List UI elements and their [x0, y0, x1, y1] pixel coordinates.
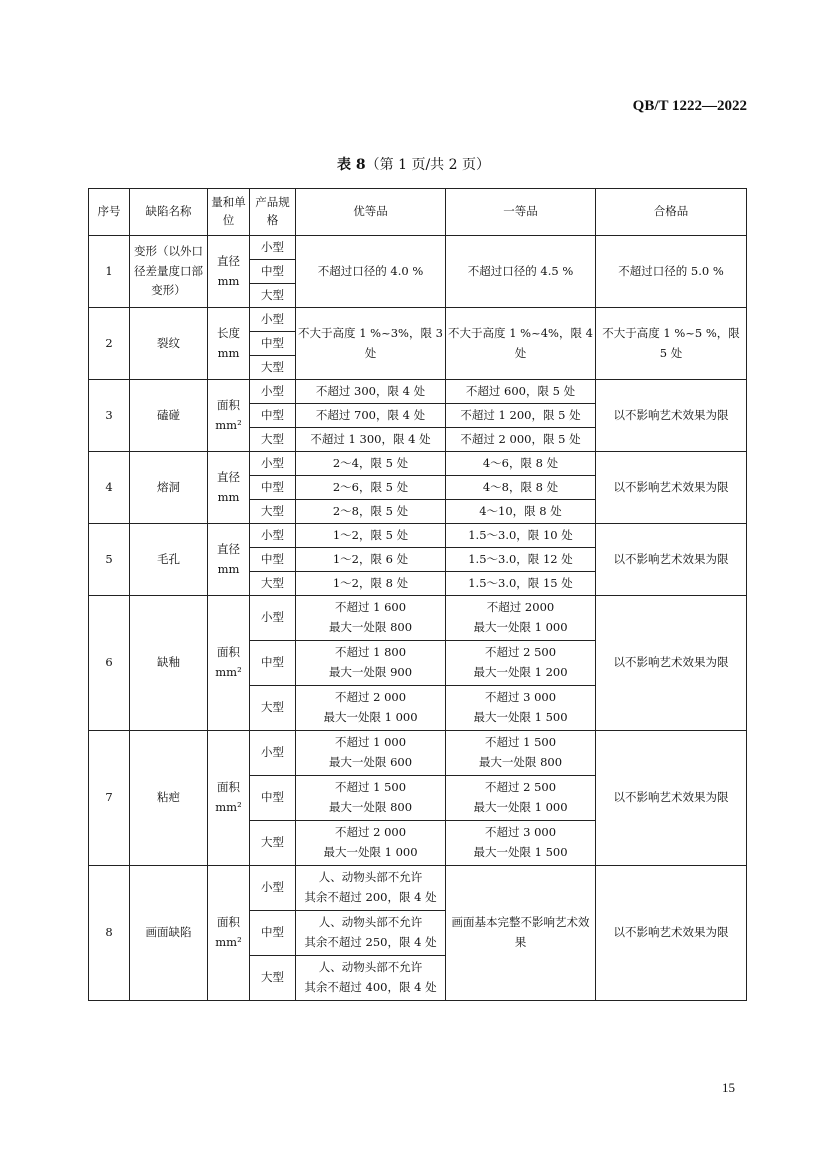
- table-row: [89, 731, 747, 776]
- unit-cell: [208, 308, 250, 380]
- premium-line: 最大一处限 800: [328, 800, 413, 814]
- seq-cell: 4: [89, 452, 130, 524]
- unit-quantity: 直径: [217, 469, 240, 484]
- premium-cell: [296, 956, 446, 1001]
- size-cell: 大型: [250, 821, 296, 866]
- unit-cell: [208, 596, 250, 731]
- first-line: 不超过 2 500: [484, 780, 557, 795]
- size-cell: 中型: [250, 476, 296, 500]
- unit-cell: [208, 866, 250, 1001]
- qualified-cell: 不超过口径的 5.0 %: [596, 236, 747, 308]
- premium-line: 最大一处限 900: [328, 665, 413, 679]
- unit-symbol: mm²: [215, 665, 242, 679]
- unit-symbol: mm: [217, 273, 240, 288]
- unit-symbol: mm: [217, 345, 240, 360]
- size-cell: 中型: [250, 641, 296, 686]
- table-row: [89, 308, 747, 332]
- unit-cell: [208, 452, 250, 524]
- size-cell: 大型: [250, 284, 296, 308]
- first-line: 最大一处限 800: [478, 755, 563, 769]
- first-line: 最大一处限 1 000: [473, 800, 568, 814]
- defect-cell: 缺釉: [130, 596, 208, 731]
- size-cell: 中型: [250, 260, 296, 284]
- table-header-row: [89, 189, 747, 236]
- defect-cell: 毛孔: [130, 524, 208, 596]
- seq-cell: 3: [89, 380, 130, 452]
- premium-line: 不超过 1 500: [334, 780, 407, 795]
- size-cell: 小型: [250, 524, 296, 548]
- qualified-cell: 不大于高度 1 %~5 %，限 5 处: [596, 308, 747, 380]
- header-defect: 缺陷名称: [130, 189, 208, 236]
- premium-line: 其余不超过 250，限 4 处: [304, 935, 437, 949]
- premium-cell: 不超过 1 300，限 4 处: [296, 428, 446, 452]
- first-line: 最大一处限 1 000: [473, 620, 568, 634]
- unit-cell: [208, 731, 250, 866]
- premium-cell: 不超过 700，限 4 处: [296, 404, 446, 428]
- size-cell: 小型: [250, 596, 296, 641]
- header-unit: 量和单位: [208, 189, 250, 236]
- table-caption: [0, 154, 827, 174]
- premium-cell: [296, 686, 446, 731]
- first-cell: 不超过 2 000，限 5 处: [446, 428, 596, 452]
- seq-cell: 5: [89, 524, 130, 596]
- page-number: 15: [722, 1080, 735, 1095]
- first-cell: 不大于高度 1 %~4%，限 4 处: [446, 308, 596, 380]
- table-body: [89, 236, 747, 1001]
- premium-line: 最大一处限 1 000: [323, 710, 418, 724]
- seq-cell: 2: [89, 308, 130, 380]
- first-cell: [446, 776, 596, 821]
- defect-table: [88, 188, 747, 1001]
- premium-cell: 2～8，限 5 处: [296, 500, 446, 524]
- unit-cell: [208, 524, 250, 596]
- first-cell: 不超过 1 200，限 5 处: [446, 404, 596, 428]
- qualified-cell: 以不影响艺术效果为限: [596, 380, 747, 452]
- premium-line: 不超过 1 800: [334, 645, 407, 660]
- premium-cell: 2～6，限 5 处: [296, 476, 446, 500]
- table-row: [89, 380, 747, 404]
- unit-quantity: 面积: [217, 780, 240, 795]
- header-qualified: 合格品: [596, 189, 747, 236]
- table-row: [89, 596, 747, 641]
- unit-symbol: mm²: [215, 935, 242, 949]
- first-cell: 1.5～3.0，限 12 处: [446, 548, 596, 572]
- seq-cell: 7: [89, 731, 130, 866]
- standard-code: QB/T 1222—2022: [632, 98, 747, 114]
- size-cell: 大型: [250, 500, 296, 524]
- premium-cell: 不大于高度 1 %~3%，限 3 处: [296, 308, 446, 380]
- qualified-cell: 以不影响艺术效果为限: [596, 731, 747, 866]
- unit-quantity: 长度: [217, 325, 240, 340]
- first-line: 最大一处限 1 500: [473, 845, 568, 859]
- premium-cell: [296, 866, 446, 911]
- seq-cell: 6: [89, 596, 130, 731]
- size-cell: 小型: [250, 731, 296, 776]
- premium-cell: 不超过口径的 4.0 %: [296, 236, 446, 308]
- table-row: [89, 524, 747, 548]
- defect-cell: 粘疤: [130, 731, 208, 866]
- size-cell: 小型: [250, 866, 296, 911]
- size-cell: 小型: [250, 452, 296, 476]
- first-line: 不超过 3 000: [484, 690, 557, 705]
- premium-line: 不超过 1 000: [334, 735, 407, 750]
- size-cell: 小型: [250, 308, 296, 332]
- table-row: [89, 866, 747, 911]
- size-cell: 小型: [250, 380, 296, 404]
- first-cell: 不超过口径的 4.5 %: [446, 236, 596, 308]
- first-cell: 4～10，限 8 处: [446, 500, 596, 524]
- first-cell: 不超过 600，限 5 处: [446, 380, 596, 404]
- header-premium: 优等品: [296, 189, 446, 236]
- unit-cell: [208, 380, 250, 452]
- seq-cell: 8: [89, 866, 130, 1001]
- size-cell: 大型: [250, 428, 296, 452]
- premium-cell: [296, 731, 446, 776]
- defect-cell: 画面缺陷: [130, 866, 208, 1001]
- defect-cell: 磕碰: [130, 380, 208, 452]
- qualified-cell: 以不影响艺术效果为限: [596, 866, 747, 1001]
- premium-line: 其余不超过 200，限 4 处: [304, 890, 437, 904]
- premium-cell: [296, 821, 446, 866]
- premium-line: 不超过 1 600: [334, 600, 407, 615]
- first-line: 不超过 3 000: [484, 825, 557, 840]
- premium-line: 不超过 2 000: [334, 690, 407, 705]
- unit-cell: [208, 236, 250, 308]
- unit-symbol: mm²: [215, 800, 242, 814]
- table-page-note: （第 1 页/共 2 页）: [365, 157, 490, 173]
- premium-line: 人、动物头部不允许: [318, 960, 423, 975]
- premium-line: 人、动物头部不允许: [318, 915, 423, 930]
- first-cell: 1.5～3.0，限 10 处: [446, 524, 596, 548]
- first-cell: [446, 686, 596, 731]
- premium-line: 最大一处限 1 000: [323, 845, 418, 859]
- table-row: [89, 452, 747, 476]
- unit-quantity: 直径: [217, 253, 240, 268]
- first-cell: [446, 596, 596, 641]
- size-cell: 中型: [250, 332, 296, 356]
- size-cell: 大型: [250, 572, 296, 596]
- size-cell: 中型: [250, 548, 296, 572]
- first-line: 不超过 2000: [486, 600, 555, 615]
- premium-line: 其余不超过 400，限 4 处: [304, 980, 437, 994]
- defect-cell: 变形（以外口径差量度口部变形）: [130, 236, 208, 308]
- first-cell: [446, 641, 596, 686]
- defect-cell: 熔洞: [130, 452, 208, 524]
- header-size: 产品规格: [250, 189, 296, 236]
- first-line: 不超过 1 500: [484, 735, 557, 750]
- first-line: 最大一处限 1 500: [473, 710, 568, 724]
- qualified-cell: 以不影响艺术效果为限: [596, 452, 747, 524]
- premium-cell: [296, 911, 446, 956]
- first-line: 不超过 2 500: [484, 645, 557, 660]
- size-cell: 大型: [250, 356, 296, 380]
- first-cell: [446, 731, 596, 776]
- qualified-cell: 以不影响艺术效果为限: [596, 524, 747, 596]
- seq-cell: 1: [89, 236, 130, 308]
- defect-cell: 裂纹: [130, 308, 208, 380]
- premium-cell: 1～2，限 6 处: [296, 548, 446, 572]
- premium-cell: 不超过 300，限 4 处: [296, 380, 446, 404]
- size-cell: 中型: [250, 776, 296, 821]
- header-seq: 序号: [89, 189, 130, 236]
- unit-symbol: mm: [217, 561, 240, 576]
- unit-quantity: 面积: [217, 397, 240, 412]
- premium-line: 最大一处限 800: [328, 620, 413, 634]
- size-cell: 小型: [250, 236, 296, 260]
- unit-symbol: mm: [217, 489, 240, 504]
- size-cell: 大型: [250, 686, 296, 731]
- premium-line: 最大一处限 600: [328, 755, 413, 769]
- unit-symbol: mm²: [215, 417, 242, 432]
- premium-cell: [296, 596, 446, 641]
- size-cell: 中型: [250, 911, 296, 956]
- qualified-cell: 以不影响艺术效果为限: [596, 596, 747, 731]
- table-label: 表 8: [337, 157, 366, 173]
- first-cell: 4～8，限 8 处: [446, 476, 596, 500]
- size-cell: 中型: [250, 404, 296, 428]
- first-cell: [446, 821, 596, 866]
- unit-quantity: 直径: [217, 541, 240, 556]
- unit-quantity: 面积: [217, 915, 240, 930]
- header-first: 一等品: [446, 189, 596, 236]
- premium-cell: 1～2，限 8 处: [296, 572, 446, 596]
- first-cell: 4～6，限 8 处: [446, 452, 596, 476]
- first-line: 最大一处限 1 200: [473, 665, 568, 679]
- premium-line: 不超过 2 000: [334, 825, 407, 840]
- premium-cell: 2～4，限 5 处: [296, 452, 446, 476]
- unit-quantity: 面积: [217, 645, 240, 660]
- premium-cell: [296, 776, 446, 821]
- premium-cell: 1～2，限 5 处: [296, 524, 446, 548]
- size-cell: 大型: [250, 956, 296, 1001]
- premium-line: 人、动物头部不允许: [318, 870, 423, 885]
- first-cell: 1.5～3.0，限 15 处: [446, 572, 596, 596]
- premium-cell: [296, 641, 446, 686]
- table-row: [89, 236, 747, 260]
- first-cell: 画面基本完整不影响艺术效果: [446, 866, 596, 1001]
